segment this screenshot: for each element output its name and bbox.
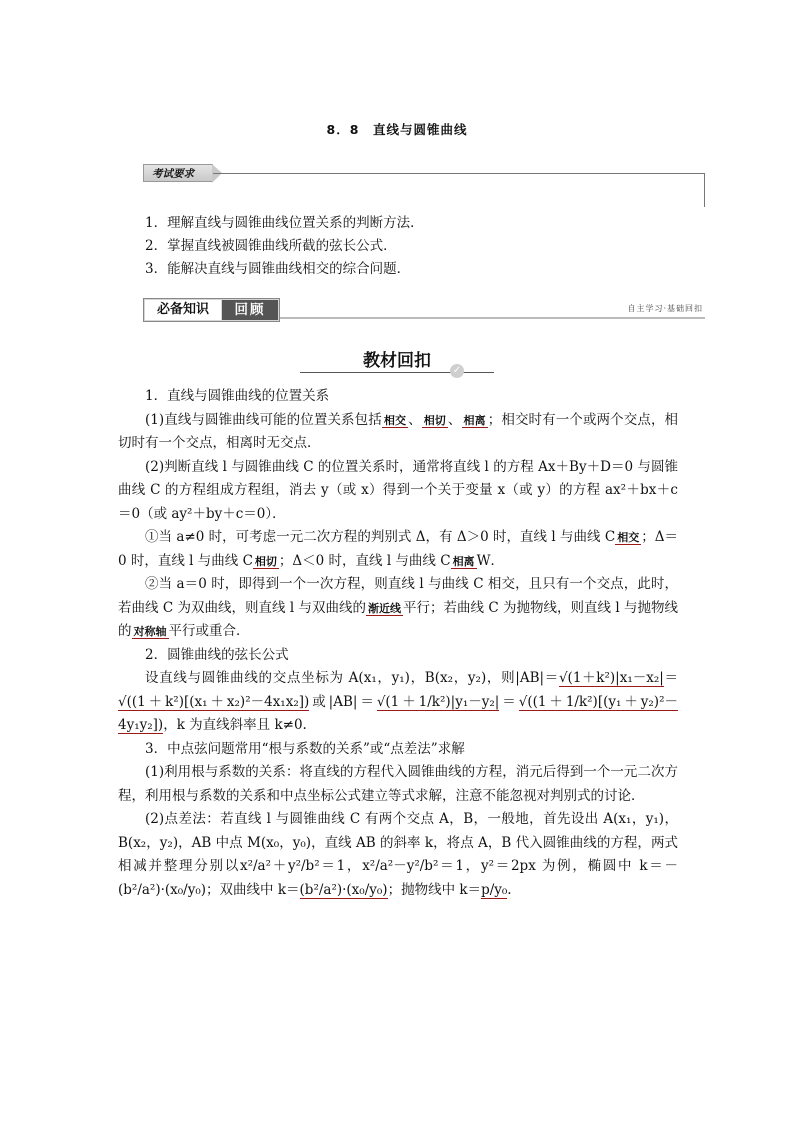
text: ；双曲线中 k＝ bbox=[206, 881, 300, 898]
sub-heading bbox=[300, 346, 494, 376]
section-banner bbox=[143, 298, 705, 322]
text: . bbox=[507, 881, 512, 898]
heading-1: 1．直线与圆锥曲线的位置关系 bbox=[145, 388, 330, 404]
text: ；Δ＜0 时，直线 l 与曲线 C bbox=[278, 552, 451, 569]
list-item: 3．能解决直线与圆锥曲线相交的综合问题． bbox=[145, 261, 411, 277]
text: ＝ bbox=[499, 693, 519, 710]
banner-title: 必备知识 bbox=[145, 300, 221, 320]
paragraph bbox=[118, 573, 678, 644]
banner-tag: 回顾 bbox=[222, 300, 278, 320]
answer-blank: 相离 bbox=[463, 413, 486, 427]
divider bbox=[280, 317, 705, 319]
paragraph bbox=[118, 808, 678, 902]
answer-blank: 相离 bbox=[452, 554, 475, 568]
text: 设直线与圆锥曲线的交点坐标为 A(x₁，y₁)，B(x₂，y₂)，则|AB|＝ bbox=[145, 670, 559, 686]
heading-3: 3．中点弦问题常用“根与系数的关系”或“点差法”求解 bbox=[145, 740, 465, 757]
answer-blank: 相交 bbox=[383, 413, 407, 427]
banner-subtitle: 自主学习·基础回扣 bbox=[627, 304, 703, 313]
list-item: 2．掌握直线被圆锥曲线所截的弦长公式． bbox=[145, 238, 397, 254]
paragraph bbox=[118, 409, 678, 456]
page-title: 8．8 直线与圆锥曲线 bbox=[326, 122, 468, 137]
formula: x²/a²＋y²/b²＝1， bbox=[239, 858, 363, 874]
formula: x²/a²－y²/b²＝1， bbox=[362, 858, 481, 874]
text: y²＝2px 为例，椭圆中 k＝ bbox=[480, 858, 665, 874]
banner-bar bbox=[143, 298, 280, 322]
answer-blank: 相切 bbox=[423, 413, 446, 427]
text: 、 bbox=[408, 411, 422, 428]
exam-requirements-tag: 考试要求 bbox=[143, 164, 213, 182]
text: 平行或重合． bbox=[168, 623, 250, 639]
text: 或|AB|＝ bbox=[309, 693, 377, 710]
text: ；抛物线中 k＝ bbox=[387, 881, 482, 898]
exam-requirements-box bbox=[143, 164, 705, 208]
text: ，k 为直线斜率且 k≠0. bbox=[163, 717, 307, 733]
paragraph bbox=[118, 526, 678, 573]
heading-2: 2．圆锥曲线的弦长公式 bbox=[145, 646, 289, 663]
formula: √(1＋k²)|x₁－x₂| bbox=[558, 670, 664, 686]
main-content bbox=[118, 385, 678, 902]
divider bbox=[213, 173, 705, 174]
answer-blank: 渐近线 bbox=[367, 601, 402, 615]
list-item: 1．理解直线与圆锥曲线位置关系的判断方法． bbox=[145, 215, 424, 231]
divider bbox=[300, 372, 494, 373]
text: ；相交时有一个或两个交点，相切时有一个交点，相离时无交点． bbox=[118, 411, 679, 451]
paragraph: (1)利用根与系数的关系：将直线的方程代入圆锥曲线的方程，消元后得到一个一元二次方程，利用根与系数的关系和中点坐标公式建立等式求解，注意不能忽视对判别式的讨论． bbox=[118, 764, 678, 804]
text: ；Δ＝0 时，直线 l 与曲线 C bbox=[118, 529, 679, 569]
text: (2)点差法：若直线 l 与圆锥曲线 C 有两个交点 A，B，一般地，首先设出 A(x₁，y₁)，B(x₂，y₂)，AB 中点 M(x₀，y₀)，直线 AB 的斜率 k，将点 A，B 代入圆锥曲线的方程，两式相减并整理分别以 bbox=[118, 811, 678, 874]
formula: (b²/a²)·(x₀/y₀) bbox=[299, 881, 388, 898]
answer-blank: 相交 bbox=[617, 531, 640, 544]
text: W． bbox=[476, 552, 504, 569]
formula: －(b²/a²)·(x₀/y₀) bbox=[118, 858, 679, 898]
answer-blank: 相切 bbox=[254, 554, 277, 568]
sub-heading-text: 教材回扣 bbox=[363, 351, 431, 371]
paragraph: (2)判断直线 l 与圆锥曲线 C 的位置关系时，通常将直线 l 的方程 Ax＋By＋D＝0 与圆锥曲线 C 的方程组成方程组，消去 y（或 x）得到一个关于变量 x（或 y）的方程 ax²＋bx＋c＝0（或 ay²＋by＋c＝0）． bbox=[118, 458, 678, 522]
divider bbox=[704, 173, 705, 207]
text: 平行；若曲线 C 为抛物线，则直线 l 与抛物线的 bbox=[118, 599, 679, 639]
formula: √((1＋k²)[(x₁＋x₂)²－4x₁x₂]) bbox=[118, 693, 310, 710]
formula: √((1＋1/k²)[(y₁＋y₂)²－4y₁y₂]) bbox=[118, 693, 678, 733]
formula: √(1＋1/k²)|y₁－y₂| bbox=[376, 693, 500, 710]
text: ＝ bbox=[663, 670, 679, 686]
requirements-list bbox=[145, 212, 705, 281]
paragraph bbox=[118, 667, 678, 738]
answer-blank: 对称轴 bbox=[133, 625, 167, 638]
formula: p/y₀ bbox=[481, 881, 508, 898]
text: ①当 a≠0 时，可考虑一元二次方程的判别式 Δ，有 Δ＞0 时，直线 l 与曲线 C bbox=[145, 529, 616, 545]
check-icon: ✓ bbox=[450, 364, 464, 378]
text: ②当 a＝0 时，即得到一个一次方程，则直线 l 与曲线 C 相交，且只有一个交点，此时，若曲线 C 为双曲线，则直线 l 与双曲线的 bbox=[118, 576, 678, 616]
text: 、 bbox=[447, 411, 462, 428]
text: (1)直线与圆锥曲线可能的位置关系包括 bbox=[145, 411, 382, 428]
